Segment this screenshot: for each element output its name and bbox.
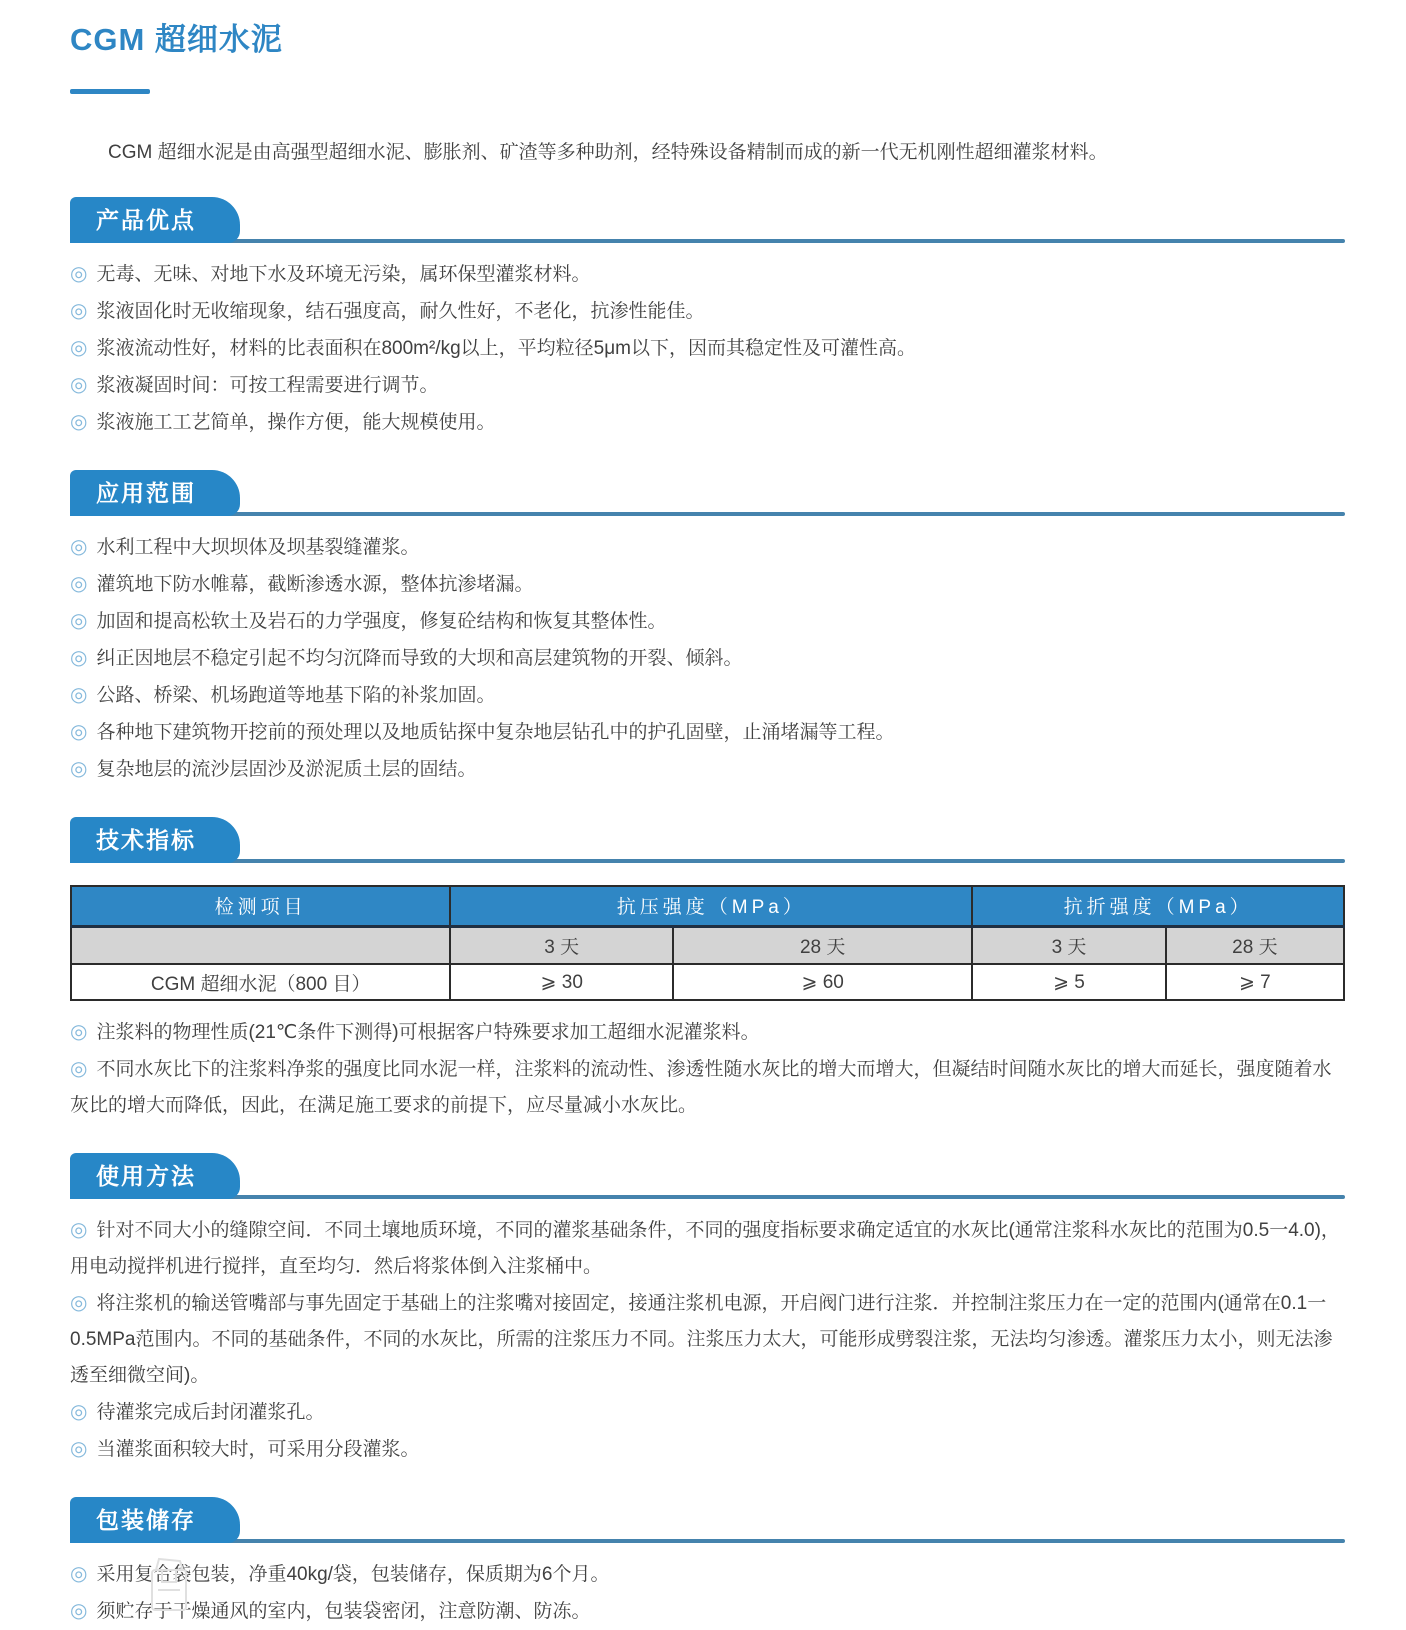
double-circle-bullet-icon: ◎ <box>70 337 88 359</box>
subheader-3d-flexural: 3 天 <box>972 926 1165 964</box>
section-title-usage: 使用方法 <box>96 1163 196 1189</box>
cell-flexural-28d: ⩾ 7 <box>1166 964 1344 1000</box>
column-header-compressive: 抗压强度（MPa） <box>450 886 972 926</box>
section-header-usage <box>70 1151 1345 1201</box>
list-item-text: 浆液施工工艺简单，操作方便，能大规模使用。 <box>96 412 496 433</box>
subheader-28d-flexural: 28 天 <box>1166 926 1344 964</box>
table-subheader-row <box>71 926 1344 964</box>
list-item <box>70 367 1345 404</box>
double-circle-bullet-icon: ◎ <box>70 721 88 743</box>
double-circle-bullet-icon: ◎ <box>70 647 88 669</box>
list-item <box>70 404 1345 441</box>
cell-product-name: CGM 超细水泥（800 目） <box>71 964 450 1000</box>
double-circle-bullet-icon: ◎ <box>70 1058 88 1080</box>
product-bag-watermark-image <box>138 1556 200 1606</box>
list-item-text: 灌筑地下防水帷幕，截断渗透水源，整体抗渗堵漏。 <box>96 574 534 595</box>
section-tab-advantages <box>70 197 240 243</box>
double-circle-bullet-icon: ◎ <box>70 1438 88 1460</box>
list-item-text: 针对不同大小的缝隙空间．不同土壤地质环境，不同的灌浆基础条件，不同的强度指标要求确定适宜的水灰比(通常注浆科水灰比的范围为0.5一4.0)，用电动搅拌机进行搅拌，直至均匀．然后将浆体倒入注浆桶中。 <box>70 1220 1340 1277</box>
list-item-text: 浆液凝固时间：可按工程需要进行调节。 <box>96 375 439 396</box>
table-header-row <box>71 886 1344 926</box>
cell-flexural-3d: ⩾ 5 <box>972 964 1165 1000</box>
subheader-3d-compressive: 3 天 <box>450 926 673 964</box>
list-item <box>70 1556 1345 1593</box>
section-underline <box>70 1539 1345 1543</box>
list-item-text: 采用复合袋包装，净重40kg/袋，包装储存，保质期为6个月。 <box>96 1564 610 1585</box>
double-circle-bullet-icon: ◎ <box>70 573 88 595</box>
section-tab-usage <box>70 1153 240 1199</box>
intro-paragraph: CGM 超细水泥是由高强型超细水泥、膨胀剂、矿渣等多种助剂，经特殊设备精制而成的新一代无机刚性超细灌浆材料。 <box>108 142 1108 163</box>
double-circle-bullet-icon: ◎ <box>70 1563 88 1585</box>
list-item-text: 待灌浆完成后封闭灌浆孔。 <box>96 1402 325 1423</box>
list-item-text: 各种地下建筑物开挖前的预处理以及地质钻探中复杂地层钻孔中的护孔固壁，止涌堵漏等工程。 <box>96 722 895 743</box>
list-item-text: 纠正因地层不稳定引起不均匀沉降而导致的大坝和高层建筑物的开裂、倾斜。 <box>96 648 743 669</box>
double-circle-bullet-icon: ◎ <box>70 610 88 632</box>
list-item <box>70 1285 1345 1394</box>
list-item-text: 水利工程中大坝坝体及坝基裂缝灌浆。 <box>96 537 420 558</box>
section-header-technical <box>70 815 1345 865</box>
section-tab-packaging <box>70 1497 240 1543</box>
cell-compressive-3d: ⩾ 30 <box>450 964 673 1000</box>
double-circle-bullet-icon: ◎ <box>70 1600 88 1622</box>
section-tab-technical <box>70 817 240 863</box>
subheader-28d-compressive: 28 天 <box>673 926 972 964</box>
section-tab-applications <box>70 470 240 516</box>
list-item-text: 将注浆机的输送管嘴部与事先固定于基础上的注浆嘴对接固定，接通注浆机电源，开启阀门进行注浆．并控制注浆压力在一定的范围内(通常在0.1一0.5MPa范围内。不同的基础条件，不同的水灰比，所需的注浆压力不同。注浆压力太大，可能形成劈裂注浆，无法均匀渗透。灌浆压力太小，则无法渗透至细微空间)。 <box>70 1293 1333 1386</box>
list-item-text: 注浆料的物理性质(21℃条件下测得)可根据客户特殊要求加工超细水泥灌浆料。 <box>96 1022 760 1043</box>
section-header-advantages <box>70 195 1345 245</box>
list-item <box>70 1051 1345 1124</box>
section-header-applications <box>70 468 1345 518</box>
section-underline <box>70 1195 1345 1199</box>
double-circle-bullet-icon: ◎ <box>70 758 88 780</box>
list-item <box>70 330 1345 367</box>
list-item <box>70 1431 1345 1468</box>
list-item <box>70 1014 1345 1051</box>
list-item <box>70 640 1345 677</box>
packaging-list <box>70 1556 1345 1630</box>
section-underline <box>70 512 1345 516</box>
section-underline <box>70 239 1345 243</box>
section-header-packaging <box>70 1495 1345 1545</box>
list-item <box>70 529 1345 566</box>
list-item <box>70 1394 1345 1431</box>
applications-list <box>70 529 1345 788</box>
double-circle-bullet-icon: ◎ <box>70 411 88 433</box>
list-item-text: 加固和提高松软土及岩石的力学强度，修复砼结构和恢复其整体性。 <box>96 611 667 632</box>
double-circle-bullet-icon: ◎ <box>70 1292 88 1314</box>
technical-notes-list <box>70 1014 1345 1124</box>
list-item <box>70 256 1345 293</box>
section-title-packaging: 包装储存 <box>96 1507 196 1533</box>
advantages-list <box>70 256 1345 441</box>
list-item <box>70 1212 1345 1285</box>
list-item-text: 浆液流动性好，材料的比表面积在800m²/kg以上，平均粒径5μm以下，因而其稳定性及可灌性高。 <box>96 338 916 359</box>
double-circle-bullet-icon: ◎ <box>70 263 88 285</box>
list-item <box>70 603 1345 640</box>
double-circle-bullet-icon: ◎ <box>70 684 88 706</box>
column-header-item: 检测项目 <box>71 886 450 926</box>
double-circle-bullet-icon: ◎ <box>70 374 88 396</box>
list-item <box>70 566 1345 603</box>
list-item-text: 复杂地层的流沙层固沙及淤泥质土层的固结。 <box>96 759 477 780</box>
double-circle-bullet-icon: ◎ <box>70 536 88 558</box>
technical-spec-table <box>70 885 1345 1001</box>
title-underline-dash <box>70 89 150 94</box>
table-row <box>71 964 1344 1000</box>
section-title-applications: 应用范围 <box>96 480 196 506</box>
list-item <box>70 293 1345 330</box>
page-title: CGM 超细水泥 <box>70 22 283 57</box>
list-item <box>70 714 1345 751</box>
cell-compressive-28d: ⩾ 60 <box>673 964 972 1000</box>
double-circle-bullet-icon: ◎ <box>70 1401 88 1423</box>
section-underline <box>70 859 1345 863</box>
subheader-empty-cell <box>71 926 450 964</box>
list-item <box>70 751 1345 788</box>
section-title-advantages: 产品优点 <box>96 207 196 233</box>
double-circle-bullet-icon: ◎ <box>70 1021 88 1043</box>
list-item-text: 当灌浆面积较大时，可采用分段灌浆。 <box>96 1439 420 1460</box>
list-item <box>70 1593 1345 1630</box>
section-title-technical: 技术指标 <box>96 827 196 853</box>
usage-list <box>70 1212 1345 1468</box>
list-item-text: 浆液固化时无收缩现象，结石强度高，耐久性好，不老化，抗渗性能佳。 <box>96 301 705 322</box>
list-item <box>70 677 1345 714</box>
list-item-text: 无毒、无味、对地下水及环境无污染，属环保型灌浆材料。 <box>96 264 591 285</box>
double-circle-bullet-icon: ◎ <box>70 1219 88 1241</box>
double-circle-bullet-icon: ◎ <box>70 300 88 322</box>
column-header-flexural: 抗折强度（MPa） <box>972 886 1344 926</box>
list-item-text: 须贮存于干燥通风的室内，包装袋密闭，注意防潮、防冻。 <box>96 1601 591 1622</box>
list-item-text: 不同水灰比下的注浆料净浆的强度比同水泥一样，注浆料的流动性、渗透性随水灰比的增大而增大，但凝结时间随水灰比的增大而延长，强度随着水灰比的增大而降低，因此，在满足施工要求的前提下，应尽量减小水灰比。 <box>70 1059 1332 1116</box>
list-item-text: 公路、桥梁、机场跑道等地基下陷的补浆加固。 <box>96 685 496 706</box>
